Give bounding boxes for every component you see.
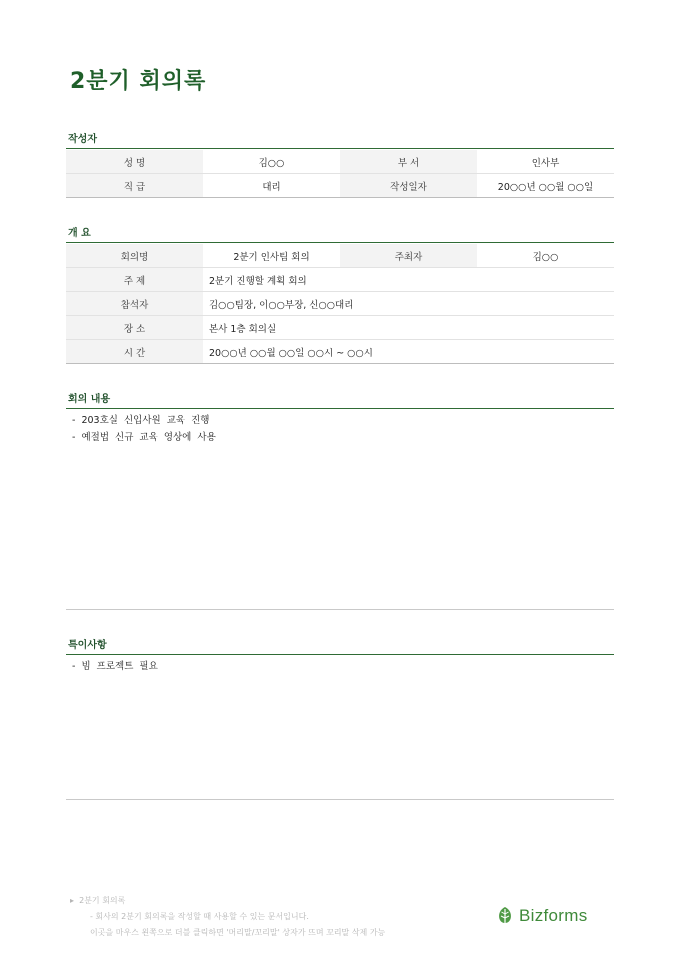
topic-value: 2분기 진행할 계획 회의 bbox=[203, 268, 614, 292]
table-row bbox=[66, 316, 614, 340]
time-value: 20○○년 ○○월 ○○일 ○○시 ~ ○○시 bbox=[203, 340, 614, 364]
footer-title-line bbox=[70, 893, 385, 909]
notes-list bbox=[72, 658, 158, 675]
table-row bbox=[66, 268, 614, 292]
list-item: - 빔 프로젝트 필요 bbox=[72, 661, 158, 672]
name-label: 성 명 bbox=[66, 150, 203, 174]
department-label: 부 서 bbox=[340, 150, 477, 174]
list-item: - 203호실 신입사원 교육 진행 bbox=[72, 415, 210, 426]
table-row bbox=[66, 150, 614, 174]
notes-section-rule bbox=[66, 654, 614, 655]
host-label: 주최자 bbox=[340, 244, 477, 268]
page-footer[interactable] bbox=[70, 893, 385, 941]
overview-table bbox=[66, 244, 614, 364]
content-list bbox=[72, 412, 216, 446]
location-value: 본사 1층 회의실 bbox=[203, 316, 614, 340]
author-section-heading: 작성자 bbox=[68, 134, 97, 145]
bizforms-logo bbox=[496, 906, 588, 926]
document-title: 2분기 회의록 bbox=[70, 69, 207, 94]
department-value: 인사부 bbox=[477, 150, 614, 174]
date-value: 20○○년 ○○월 ○○일 bbox=[477, 174, 614, 198]
notes-section-heading: 특이사항 bbox=[68, 640, 107, 651]
notes-section-end-rule bbox=[66, 799, 614, 800]
leaf-icon bbox=[496, 906, 514, 926]
footer-title: 2분기 회의록 bbox=[79, 896, 126, 905]
author-section-rule bbox=[66, 148, 614, 149]
name-value: 김○○ bbox=[203, 150, 340, 174]
footer-arrow-icon: ▸ bbox=[70, 896, 75, 905]
content-section-heading: 회의 내용 bbox=[68, 394, 111, 405]
table-row bbox=[66, 340, 614, 364]
topic-label: 주 제 bbox=[66, 268, 203, 292]
table-row bbox=[66, 174, 614, 198]
author-table bbox=[66, 150, 614, 198]
host-value: 김○○ bbox=[477, 244, 614, 268]
meeting-name-value: 2분기 인사팀 회의 bbox=[203, 244, 340, 268]
rank-label: 직 급 bbox=[66, 174, 203, 198]
meeting-name-label: 회의명 bbox=[66, 244, 203, 268]
table-row bbox=[66, 292, 614, 316]
content-section-end-rule bbox=[66, 609, 614, 610]
logo-text: Bizforms bbox=[519, 906, 588, 925]
attendees-value: 김○○팀장, 이○○부장, 신○○대리 bbox=[203, 292, 614, 316]
overview-section-rule bbox=[66, 242, 614, 243]
footer-description: - 회사의 2분기 회의록을 작성할 때 사용할 수 있는 문서입니다. bbox=[90, 912, 309, 921]
date-label: 작성일자 bbox=[340, 174, 477, 198]
list-item: - 예절법 신규 교육 영상에 사용 bbox=[72, 432, 216, 443]
overview-section-heading: 개 요 bbox=[68, 228, 91, 239]
location-label: 장 소 bbox=[66, 316, 203, 340]
rank-value: 대리 bbox=[203, 174, 340, 198]
footer-instruction: 이곳을 마우스 왼쪽으로 더블 클릭하면 '머리말/꼬리말' 상자가 뜨며 꼬리말 삭제 가능 bbox=[90, 928, 386, 937]
time-label: 시 간 bbox=[66, 340, 203, 364]
table-row bbox=[66, 244, 614, 268]
content-section-rule bbox=[66, 408, 614, 409]
attendees-label: 참석자 bbox=[66, 292, 203, 316]
